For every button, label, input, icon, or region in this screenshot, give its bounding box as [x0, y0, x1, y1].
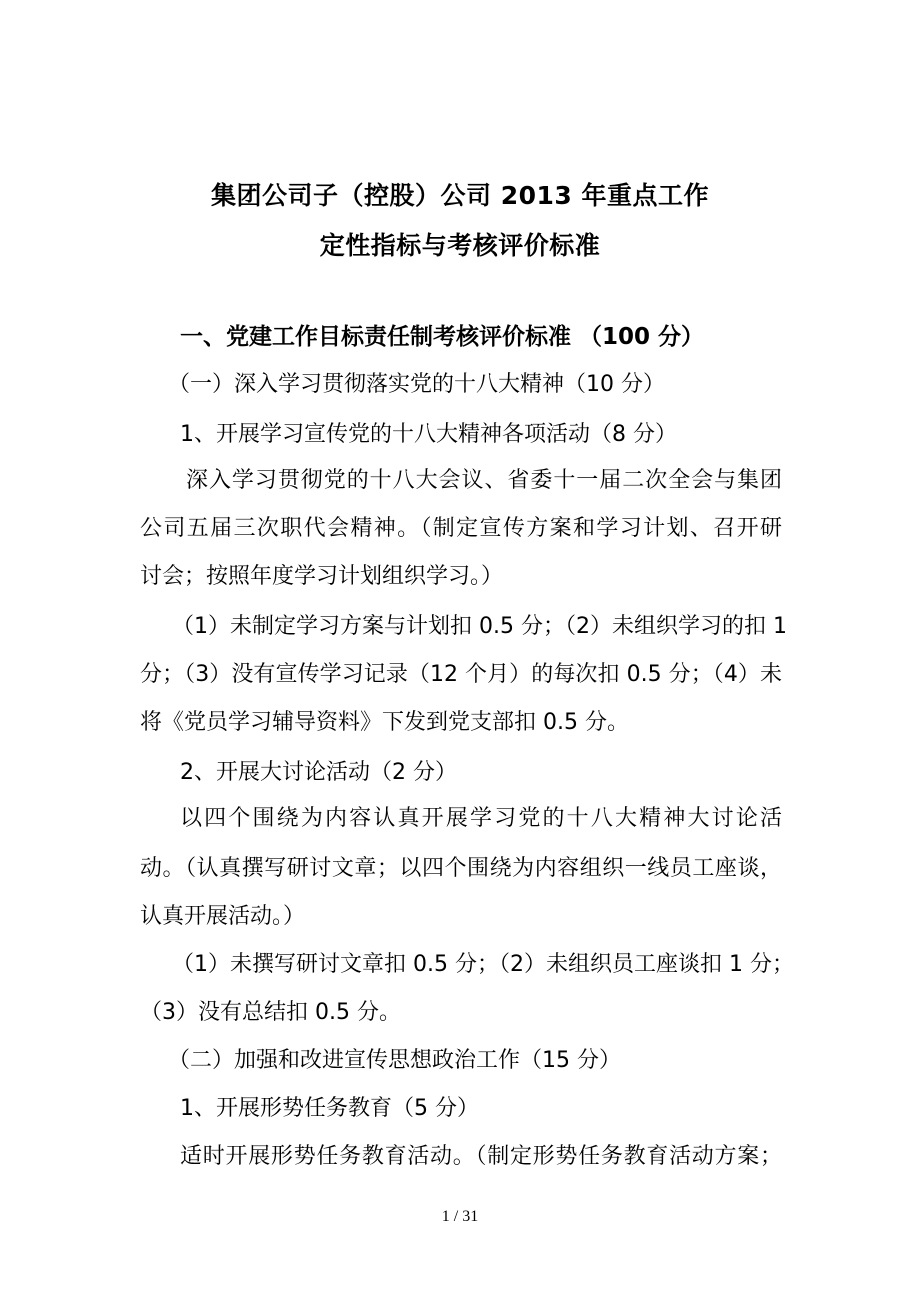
- paragraph-line: 以四个围绕为内容认真开展学习党的十八大精神大讨论活: [180, 806, 782, 831]
- item-heading: 1、开展形势任务教育（5 分）: [180, 1096, 479, 1121]
- document-title-line-1: 集团公司子（控股）公司 2013 年重点工作: [211, 181, 709, 210]
- paragraph-line: （1）未撰写研讨文章扣 0.5 分；（2）未组织员工座谈扣 1 分；: [172, 952, 794, 977]
- paragraph-line: 认真开展活动。）: [140, 904, 306, 929]
- item-heading: 1、开展学习宣传党的十八大精神各项活动（8 分）: [180, 422, 677, 447]
- paragraph-line: 深入学习贯彻党的十八大会议、省委十一届二次全会与集团: [186, 468, 782, 493]
- subsection-heading: （二）加强和改进宣传思想政治工作（15 分）: [168, 1048, 621, 1073]
- paragraph-line: 动。（认真撰写研讨文章；以四个围绕为内容组织一线员工座谈，: [140, 856, 782, 881]
- paragraph-line: （3）没有总结扣 0.5 分。: [140, 1000, 401, 1025]
- document-title-line-2: 定性指标与考核评价标准: [319, 231, 601, 260]
- page-number: 1 / 31: [441, 1208, 479, 1225]
- paragraph-line: 将《党员学习辅导资料》下发到党支部扣 0.5 分。: [140, 710, 629, 735]
- paragraph-line: （1）未制定学习方案与计划扣 0.5 分；（2）未组织学习的扣 1: [172, 614, 787, 639]
- section-heading: 一、党建工作目标责任制考核评价标准 （100 分）: [180, 324, 705, 350]
- paragraph-line: 讨会；按照年度学习计划组织学习。）: [140, 564, 504, 589]
- paragraph-line: 公司五届三次职代会精神。（制定宣传方案和学习计划、召开研: [140, 516, 782, 541]
- paragraph-line: 适时开展形势任务教育活动。（制定形势任务教育活动方案；: [180, 1144, 782, 1169]
- subsection-heading: （一）深入学习贯彻落实党的十八大精神（10 分）: [168, 372, 665, 397]
- paragraph-line: 分；（3）没有宣传学习记录（12 个月）的每次扣 0.5 分；（4）未: [140, 662, 782, 687]
- item-heading: 2、开展大讨论活动（2 分）: [180, 760, 457, 785]
